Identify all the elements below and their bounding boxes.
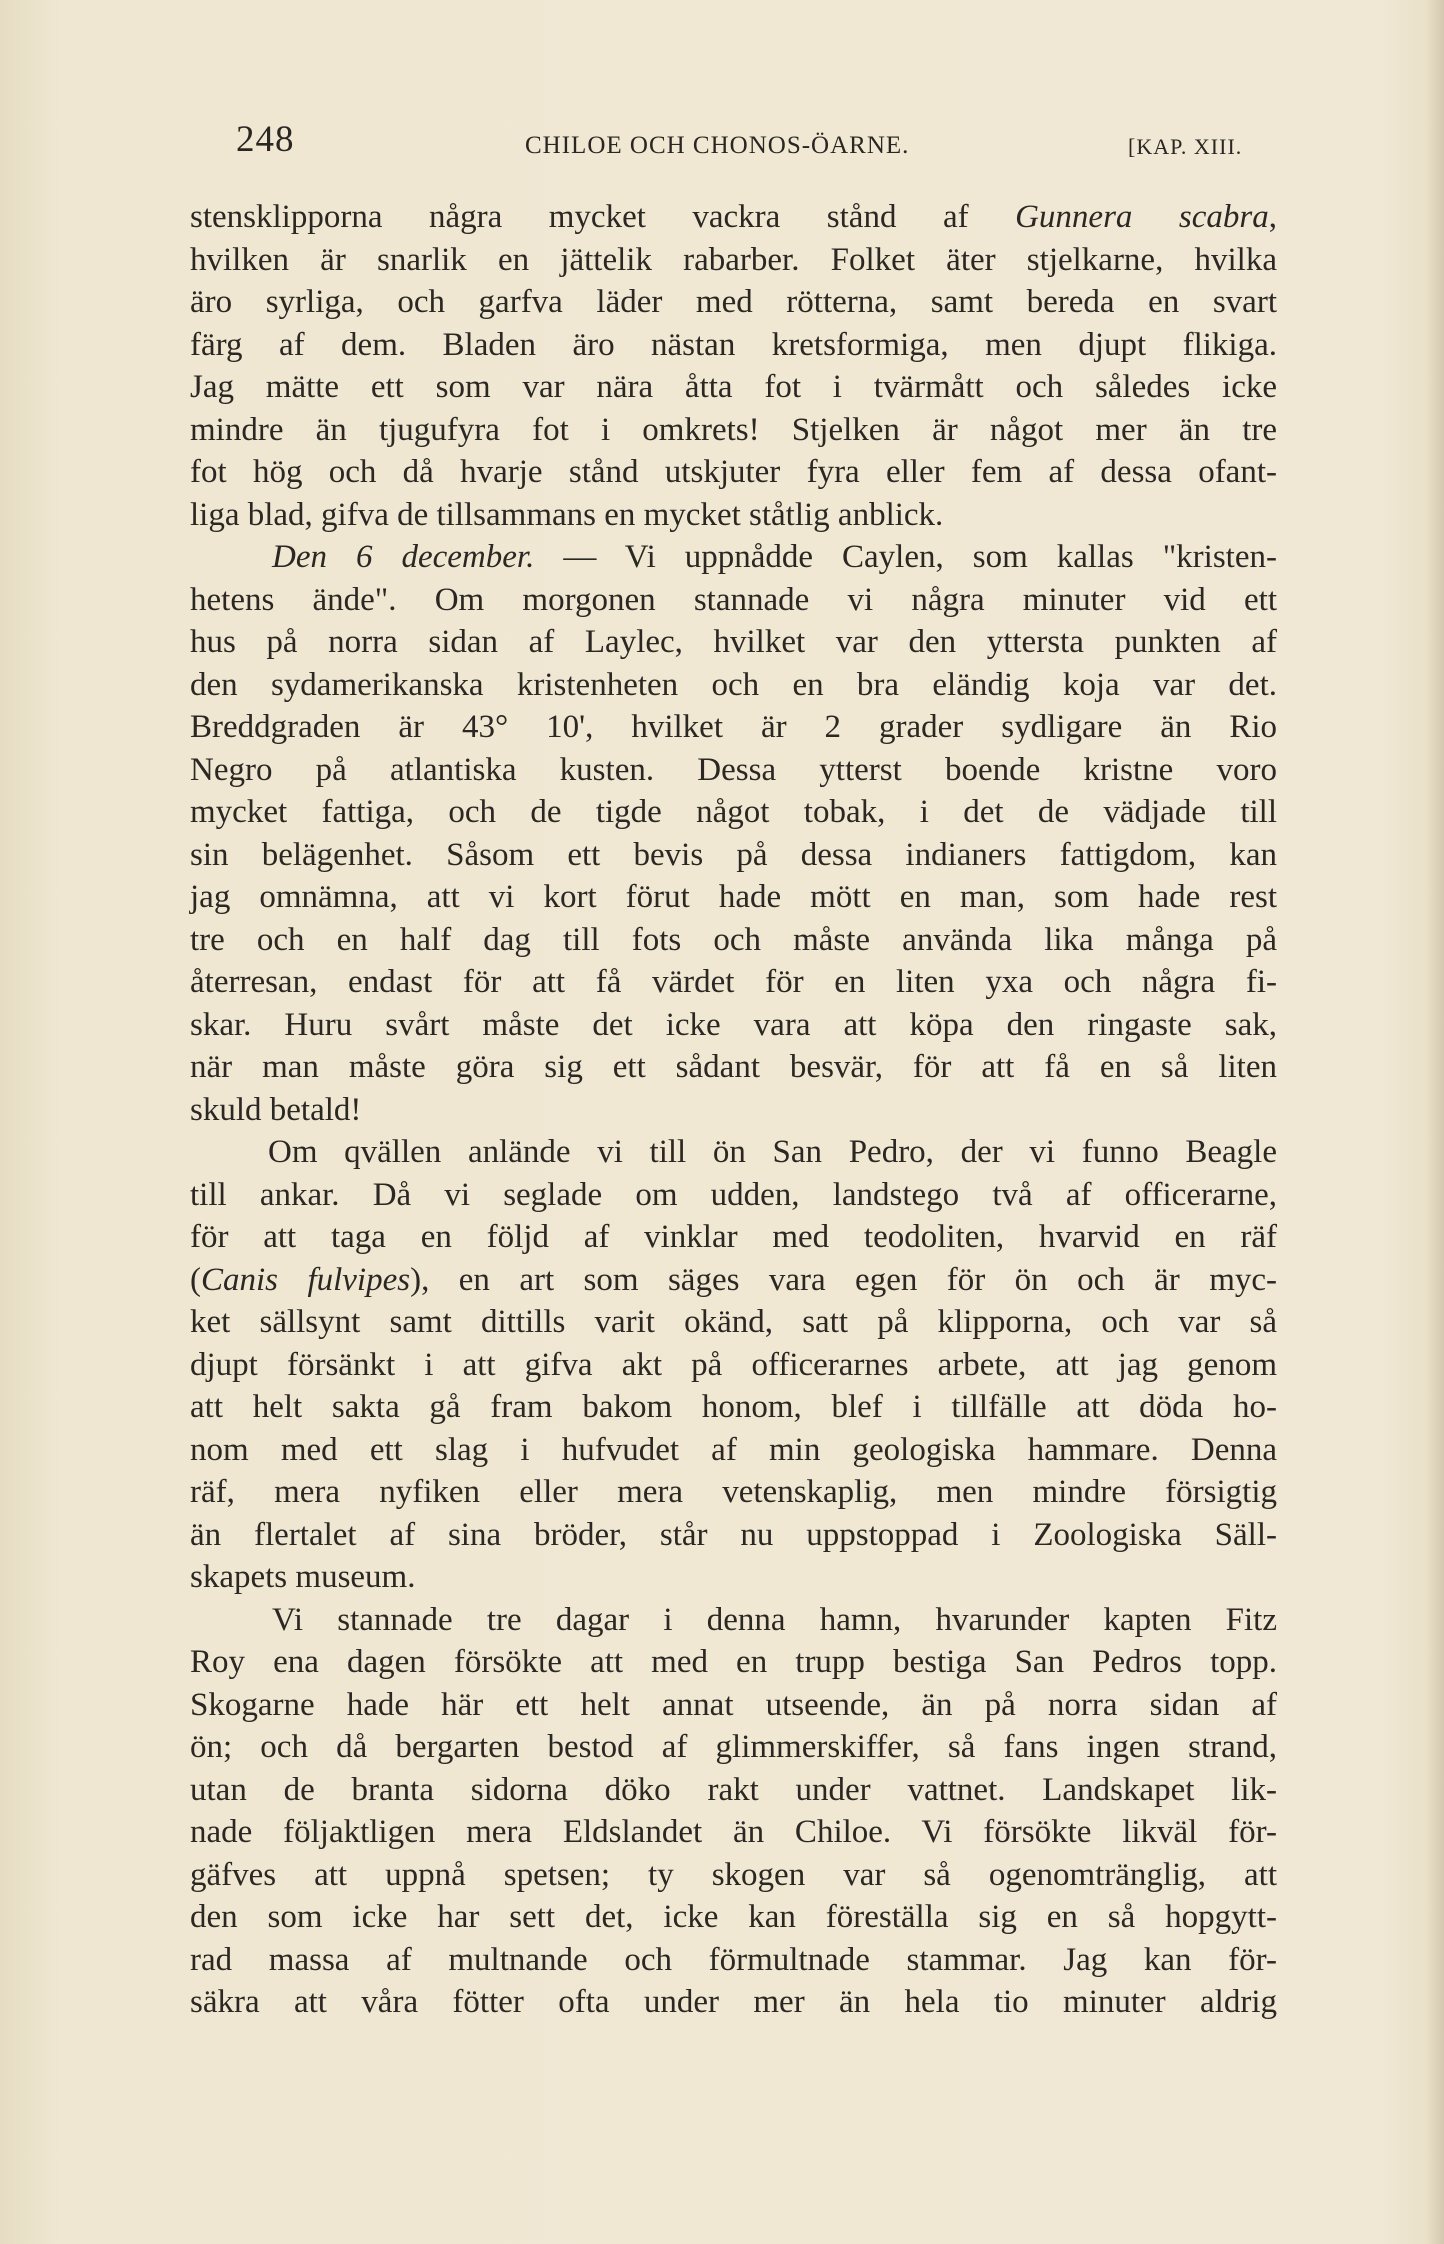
- text-line: utan de branta sidorna döko rakt under vattnet. Landskapet lik-: [190, 1771, 1277, 1808]
- text-line: återresan, endast för att få värdet för en liten yxa och några fi-: [190, 964, 1277, 1000]
- text-line: att helt sakta gå fram bakom honom, blef i tillfälle att döda ho-: [190, 1389, 1277, 1425]
- text-line: den som icke har sett det, icke kan föreställa sig en så hopgytt-: [190, 1899, 1277, 1935]
- text-line: jag omnämna, att vi kort förut hade mött en man, som hade rest: [190, 879, 1277, 915]
- text-line: skuld betald!: [190, 1091, 362, 1128]
- text-line: rad massa af multnande och förmultnade stammar. Jag kan för-: [190, 1941, 1277, 1978]
- running-title: CHILOE OCH CHONOS-ÖARNE.: [525, 132, 910, 159]
- text-line: ön; och då bergarten bestod af glimmerskiffer, så fans ingen strand,: [190, 1729, 1277, 1765]
- text-line: mycket fattiga, och de tigde något tobak, i det de vädjade till: [190, 794, 1277, 830]
- text-line: sin belägenhet. Såsom ett bevis på dessa indianers fattigdom, kan: [190, 836, 1277, 873]
- text-line: liga blad, gifva de tillsammans en mycket ståtlig anblick.: [190, 496, 944, 533]
- text-line: Negro på atlantiska kusten. Dessa ytterst boende kristne voro: [190, 751, 1277, 788]
- text-line: den sydamerikanska kristenheten och en bra eländig koja var det.: [190, 666, 1277, 703]
- text-line: nom med ett slag i hufvudet af min geologiska hammare. Denna: [190, 1431, 1277, 1468]
- text-line: (Canis fulvipes), en art som säges vara egen för ön och är myc-: [190, 1261, 1278, 1298]
- text-line: Om qvällen anlände vi till ön San Pedro, der vi funno Beagle: [268, 1134, 1277, 1170]
- text-line: Jag mätte ett som var nära åtta fot i tvärmått och således icke: [190, 369, 1277, 405]
- text-line: Skogarne hade här ett helt annat utseende, än på norra sidan af: [190, 1686, 1277, 1723]
- text-line: ket sällsynt samt dittills varit okänd, satt på klipporna, och var så: [190, 1304, 1277, 1340]
- text-line: Breddgraden är 43° 10', hvilket är 2 grader sydligare än Rio: [190, 709, 1277, 745]
- text-line: Vi stannade tre dagar i denna hamn, hvarunder kapten Fitz: [272, 1601, 1277, 1638]
- text-line: fot hög och då hvarje stånd utskjuter fyra eller fem af dessa ofant-: [190, 454, 1277, 490]
- text-line: djupt försänkt i att gifva akt på officerarnes arbete, att jag genom: [190, 1346, 1277, 1383]
- text-line: skar. Huru svårt måste det icke vara att köpa den ringaste sak,: [190, 1006, 1277, 1043]
- body-text: [190, 196, 1277, 2024]
- text-line: för att taga en följd af vinklar med teodoliten, hvarvid en räf: [190, 1219, 1277, 1255]
- text-line: Roy ena dagen försökte att med en trupp bestiga San Pedros topp.: [190, 1644, 1277, 1680]
- text-line: färg af dem. Bladen äro nästan kretsformiga, men djupt flikiga.: [190, 326, 1277, 363]
- text-line: hetens ände". Om morgonen stannade vi några minuter vid ett: [190, 581, 1277, 618]
- text-line: skapets museum.: [190, 1559, 416, 1595]
- text-line: nade följaktligen mera Eldslandet än Chiloe. Vi försökte likväl för-: [190, 1814, 1277, 1850]
- text-line: tre och en half dag till fots och måste använda lika många på: [190, 921, 1277, 958]
- page-edge-shadow: [1426, 0, 1444, 2244]
- text-line: stensklipporna några mycket vackra stånd af Gunnera scabra,: [190, 199, 1277, 235]
- page-number: 248: [236, 119, 295, 160]
- text-line: säkra att våra fötter ofta under mer än hela tio minuter aldrig: [190, 1984, 1277, 2020]
- text-line: hus på norra sidan af Laylec, hvilket var den yttersta punkten af: [190, 624, 1277, 660]
- running-header: [190, 118, 1290, 178]
- text-line: Den 6 december. — Vi uppnådde Caylen, som kallas "kristen-: [272, 539, 1277, 575]
- text-line: än flertalet af sina bröder, står nu uppstoppad i Zoologiska Säll-: [190, 1516, 1277, 1553]
- text-line: räf, mera nyfiken eller mera vetenskaplig, men mindre försigtig: [190, 1474, 1277, 1510]
- text-line: när man måste göra sig ett sådant besvär, för att få en så liten: [190, 1049, 1277, 1085]
- text-line: till ankar. Då vi seglade om udden, landstego två af officerarne,: [190, 1176, 1277, 1213]
- text-line: gäfves att uppnå spetsen; ty skogen var så ogenomtränglig, att: [190, 1856, 1277, 1893]
- text-line: hvilken är snarlik en jättelik rabarber. Folket äter stjelkarne, hvilka: [190, 241, 1277, 278]
- text-line: mindre än tjugufyra fot i omkrets! Stjelken är något mer än tre: [190, 411, 1277, 448]
- chapter-reference: [KAP. XIII.: [1128, 134, 1243, 159]
- text-line: äro syrliga, och garfva läder med rötterna, samt bereda en svart: [190, 284, 1277, 320]
